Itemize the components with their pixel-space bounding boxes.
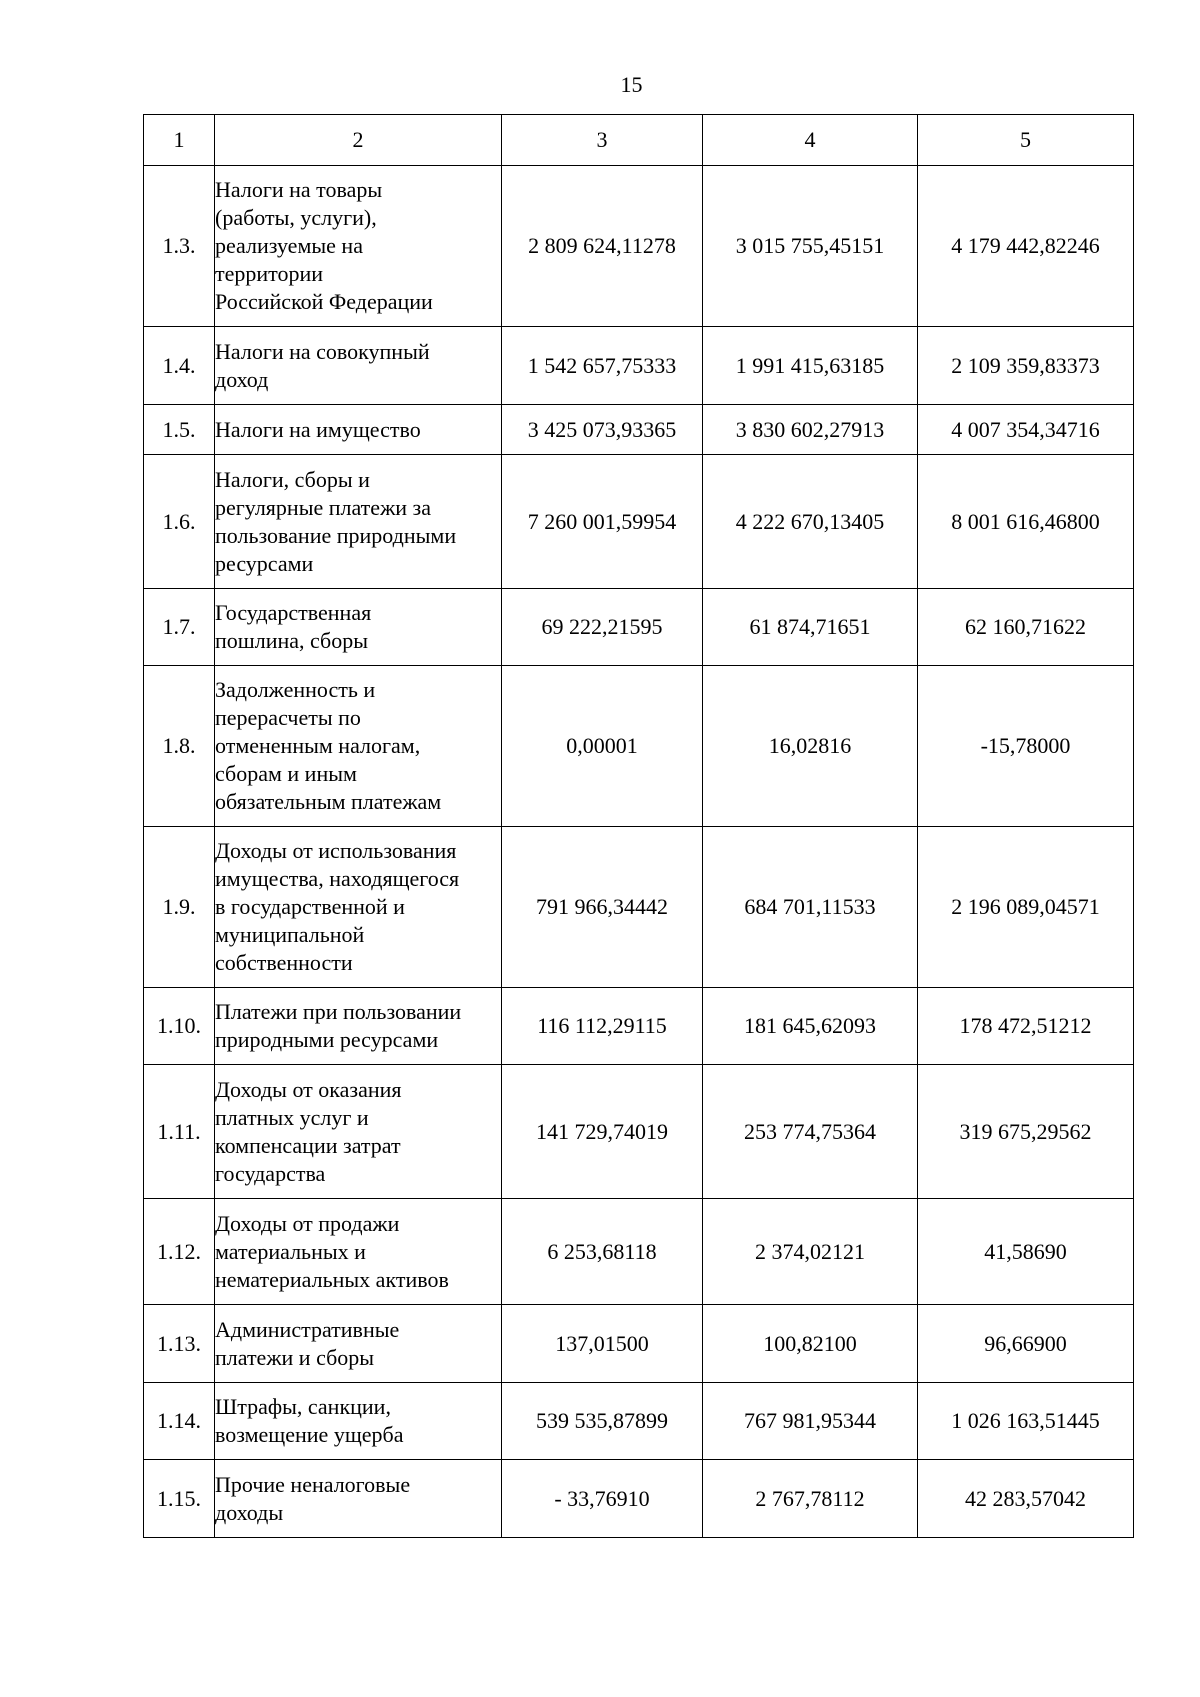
table-row <box>144 589 1134 666</box>
page-number: 15 <box>620 72 643 97</box>
value-col-4: 100,82100 <box>703 1305 918 1383</box>
row-number: 1.8. <box>144 666 215 827</box>
value-col-3: 539 535,87899 <box>502 1383 703 1460</box>
row-name: Штрафы, санкции, возмещение ущерба <box>215 1383 502 1460</box>
value-col-3: 2 809 624,11278 <box>502 166 703 327</box>
column-header: 2 <box>215 115 502 166</box>
table-row <box>144 327 1134 405</box>
table-row <box>144 1460 1134 1538</box>
row-name: Налоги на товары (работы, услуги), реализуемые на территории Российской Федерации <box>215 166 502 327</box>
value-col-4: 3 015 755,45151 <box>703 166 918 327</box>
value-col-4: 2 374,02121 <box>703 1199 918 1305</box>
value-col-5: 2 109 359,83373 <box>918 327 1134 405</box>
table-row <box>144 666 1134 827</box>
table-row <box>144 1305 1134 1383</box>
value-col-3: 791 966,34442 <box>502 827 703 988</box>
value-col-3: - 33,76910 <box>502 1460 703 1538</box>
value-col-4: 61 874,71651 <box>703 589 918 666</box>
value-col-4: 3 830 602,27913 <box>703 405 918 455</box>
value-col-4: 16,02816 <box>703 666 918 827</box>
value-col-4: 253 774,75364 <box>703 1065 918 1199</box>
value-col-3: 141 729,74019 <box>502 1065 703 1199</box>
value-col-5: 1 026 163,51445 <box>918 1383 1134 1460</box>
table-row <box>144 1199 1134 1305</box>
table-row <box>144 405 1134 455</box>
table-header-row <box>144 115 1134 166</box>
row-name: Налоги, сборы и регулярные платежи за пользование природными ресурсами <box>215 455 502 589</box>
row-number: 1.11. <box>144 1065 215 1199</box>
value-col-3: 0,00001 <box>502 666 703 827</box>
row-name: Административные платежи и сборы <box>215 1305 502 1383</box>
column-header: 1 <box>144 115 215 166</box>
row-name: Государственная пошлина, сборы <box>215 589 502 666</box>
table-row <box>144 1065 1134 1199</box>
value-col-5: 41,58690 <box>918 1199 1134 1305</box>
value-col-3: 116 112,29115 <box>502 988 703 1065</box>
value-col-5: 4 179 442,82246 <box>918 166 1134 327</box>
row-number: 1.5. <box>144 405 215 455</box>
row-number: 1.13. <box>144 1305 215 1383</box>
row-name: Задолженность и перерасчеты по отмененным налогам, сборам и иным обязательным платежам <box>215 666 502 827</box>
table-row <box>144 988 1134 1065</box>
row-number: 1.12. <box>144 1199 215 1305</box>
value-col-3: 7 260 001,59954 <box>502 455 703 589</box>
value-col-5: 96,66900 <box>918 1305 1134 1383</box>
value-col-4: 767 981,95344 <box>703 1383 918 1460</box>
table-row <box>144 1383 1134 1460</box>
row-number: 1.3. <box>144 166 215 327</box>
value-col-3: 1 542 657,75333 <box>502 327 703 405</box>
column-header: 3 <box>502 115 703 166</box>
value-col-5: 8 001 616,46800 <box>918 455 1134 589</box>
value-col-4: 181 645,62093 <box>703 988 918 1065</box>
value-col-3: 3 425 073,93365 <box>502 405 703 455</box>
row-number: 1.4. <box>144 327 215 405</box>
value-col-5: 319 675,29562 <box>918 1065 1134 1199</box>
column-header: 5 <box>918 115 1134 166</box>
table-row <box>144 455 1134 589</box>
row-number: 1.7. <box>144 589 215 666</box>
value-col-5: 178 472,51212 <box>918 988 1134 1065</box>
value-col-4: 2 767,78112 <box>703 1460 918 1538</box>
value-col-3: 137,01500 <box>502 1305 703 1383</box>
row-number: 1.10. <box>144 988 215 1065</box>
row-number: 1.15. <box>144 1460 215 1538</box>
revenue-table <box>143 114 1134 1538</box>
row-name: Платежи при пользовании природными ресурсами <box>215 988 502 1065</box>
value-col-4: 4 222 670,13405 <box>703 455 918 589</box>
row-name: Доходы от продажи материальных и нематериальных активов <box>215 1199 502 1305</box>
row-name: Доходы от оказания платных услуг и компенсации затрат государства <box>215 1065 502 1199</box>
row-name: Налоги на совокупный доход <box>215 327 502 405</box>
value-col-3: 6 253,68118 <box>502 1199 703 1305</box>
value-col-4: 684 701,11533 <box>703 827 918 988</box>
value-col-3: 69 222,21595 <box>502 589 703 666</box>
row-number: 1.6. <box>144 455 215 589</box>
row-number: 1.14. <box>144 1383 215 1460</box>
value-col-5: 2 196 089,04571 <box>918 827 1134 988</box>
table-row <box>144 166 1134 327</box>
value-col-5: 62 160,71622 <box>918 589 1134 666</box>
column-header: 4 <box>703 115 918 166</box>
table-row <box>144 827 1134 988</box>
value-col-4: 1 991 415,63185 <box>703 327 918 405</box>
value-col-5: -15,78000 <box>918 666 1134 827</box>
value-col-5: 4 007 354,34716 <box>918 405 1134 455</box>
row-name: Прочие неналоговые доходы <box>215 1460 502 1538</box>
row-name: Налоги на имущество <box>215 405 502 455</box>
value-col-5: 42 283,57042 <box>918 1460 1134 1538</box>
row-name: Доходы от использования имущества, находящегося в государственной и муниципальной собственности <box>215 827 502 988</box>
row-number: 1.9. <box>144 827 215 988</box>
